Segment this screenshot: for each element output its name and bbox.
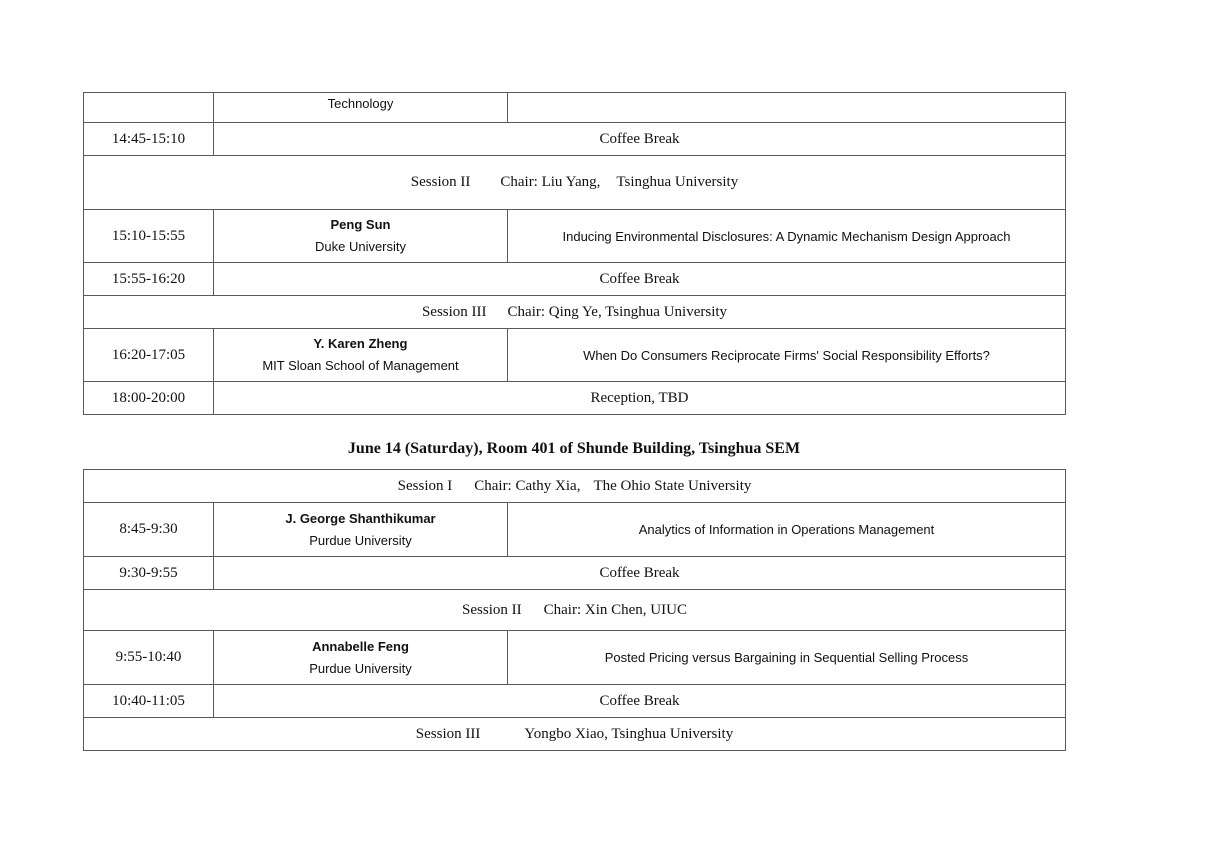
speaker-name: J. George Shanthikumar: [285, 510, 436, 526]
speaker-name: Y. Karen Zheng: [313, 336, 408, 351]
session-chair: Chair: Xin Chen, UIUC: [543, 601, 687, 618]
time-cell: 14:45-15:10: [84, 123, 214, 156]
session-chair-affiliation: Tsinghua University: [616, 174, 739, 190]
session-name: Session III: [415, 725, 481, 742]
table-row: [84, 263, 1066, 296]
table-row: [84, 382, 1066, 415]
talk-title: Analytics of Information in Operations Management: [508, 503, 1066, 557]
session-name: Session II: [462, 601, 522, 618]
session-header-row: [84, 718, 1066, 751]
speaker-affiliation: Duke University: [314, 239, 407, 254]
session-header: [84, 296, 1066, 329]
session-chair-affiliation: The Ohio State University: [593, 477, 752, 494]
break-label: Coffee Break: [214, 123, 1066, 156]
table-row: [84, 329, 1066, 382]
session-header: [84, 718, 1066, 751]
session-chair: Yongbo Xiao, Tsinghua University: [524, 725, 734, 742]
table-row: [84, 503, 1066, 557]
session-chair: Chair: Cathy Xia,: [474, 477, 581, 494]
session-header: [84, 156, 1066, 210]
time-cell: 15:55-16:20: [84, 263, 214, 296]
speaker-name: Peng Sun: [330, 217, 391, 232]
speaker-affiliation: MIT Sloan School of Management: [262, 358, 459, 373]
session-name: Session II: [410, 174, 471, 190]
speaker-affiliation: Purdue University: [309, 532, 412, 548]
table-row: [84, 631, 1066, 685]
session-header: [84, 590, 1066, 631]
session-header-row: [84, 156, 1066, 210]
time-cell: 9:55-10:40: [84, 631, 214, 685]
session-name: Session III: [421, 303, 487, 320]
speaker-affiliation: Purdue University: [309, 660, 412, 676]
talk-title: When Do Consumers Reciprocate Firms' Social Responsibility Efforts?: [508, 329, 1066, 382]
title-cell: [508, 93, 1066, 123]
session-chair: Chair: Qing Ye, Tsinghua University: [507, 303, 728, 320]
time-cell: 16:20-17:05: [84, 329, 214, 382]
schedule-table-day2: [83, 469, 1066, 751]
day-heading: June 14 (Saturday), Room 401 of Shunde Building, Tsinghua SEM: [347, 440, 801, 457]
break-label: Coffee Break: [214, 685, 1066, 718]
session-header: [84, 470, 1066, 503]
session-header-row: [84, 470, 1066, 503]
time-cell: 15:10-15:55: [84, 210, 214, 263]
reception-label: Reception, TBD: [214, 382, 1066, 415]
time-cell: 18:00-20:00: [84, 382, 214, 415]
table-row: [84, 93, 1066, 123]
table-row: [84, 210, 1066, 263]
table-row: [84, 685, 1066, 718]
time-cell: 10:40-11:05: [84, 685, 214, 718]
speaker-name: Annabelle Feng: [312, 638, 409, 654]
talk-title: Posted Pricing versus Bargaining in Sequential Selling Process: [508, 631, 1066, 685]
speaker-cell: [214, 503, 508, 557]
talk-title: Inducing Environmental Disclosures: A Dynamic Mechanism Design Approach: [508, 210, 1066, 263]
break-label: Coffee Break: [214, 557, 1066, 590]
session-header-row: [84, 296, 1066, 329]
speaker-cell: [214, 631, 508, 685]
speaker-affiliation: Technology: [214, 93, 508, 123]
session-chair: Chair: Liu Yang,: [500, 174, 601, 190]
session-header-row: [84, 590, 1066, 631]
schedule-table-day1: [83, 92, 1066, 415]
table-row: [84, 557, 1066, 590]
time-cell: 9:30-9:55: [84, 557, 214, 590]
session-name: Session I: [397, 477, 453, 494]
speaker-cell: [214, 329, 508, 382]
speaker-cell: [214, 210, 508, 263]
break-label: Coffee Break: [214, 263, 1066, 296]
table-row: [84, 123, 1066, 156]
time-cell: 8:45-9:30: [84, 503, 214, 557]
time-cell: [84, 93, 214, 123]
